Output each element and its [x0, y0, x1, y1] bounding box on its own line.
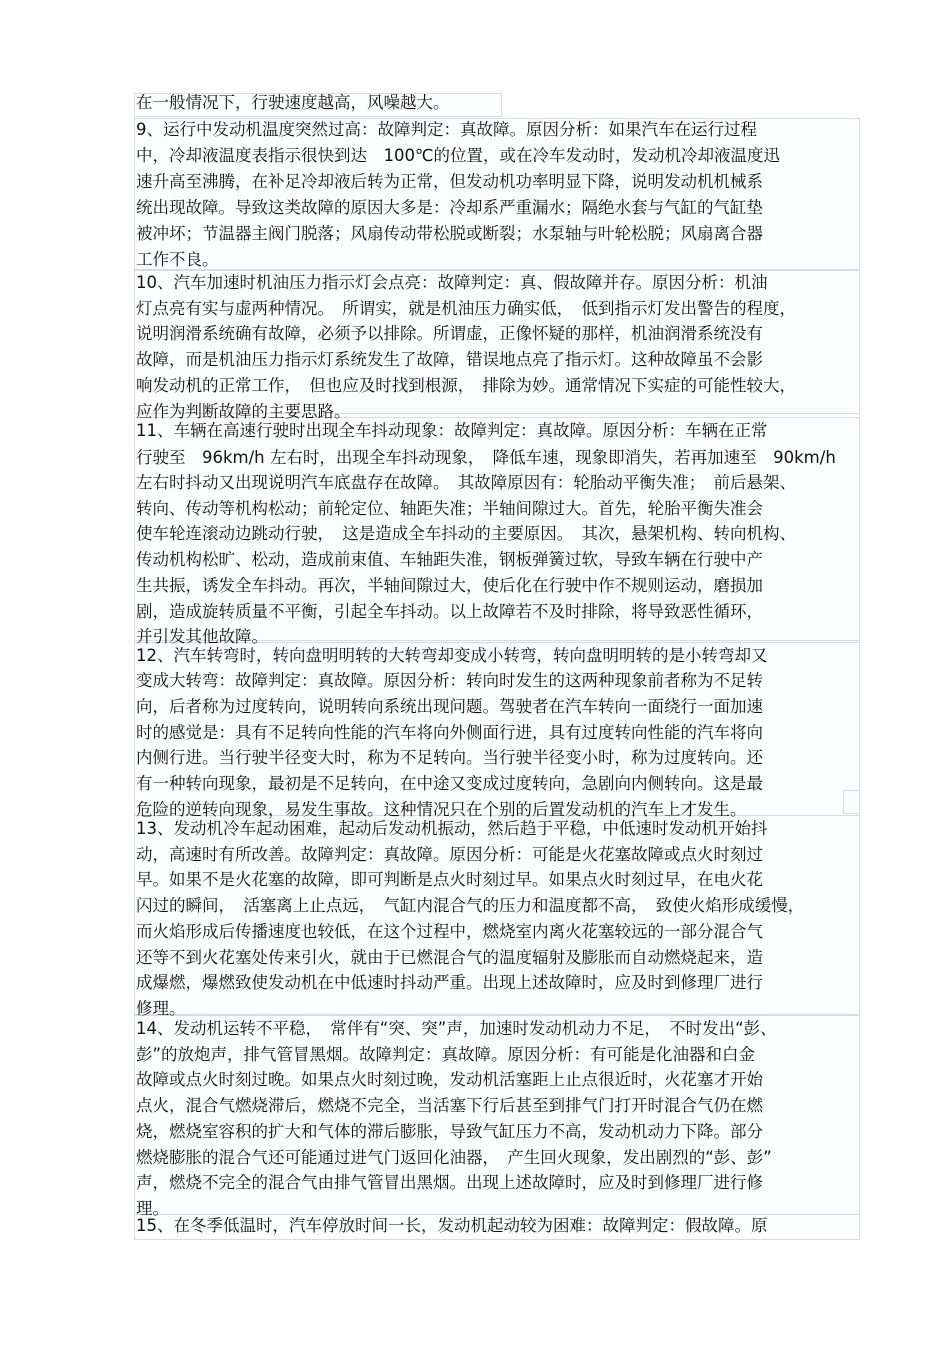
text-line: 向，后者称为过度转向，说明转向系统出现问题。驾驶者在汽车转向一面绕行一面加速: [136, 697, 763, 716]
text-line: 烧，燃烧室容积的扩大和气体的滞后膨胀，导致气缸压力不高，发动机动力下降。部分: [136, 1122, 763, 1141]
text-line: 内侧行进。当行驶半径变大时，称为不足转向。当行驶半径变小时，称为过度转向。还: [136, 748, 763, 767]
text-line: 并引发其他故障。: [136, 627, 268, 646]
text-line: 闪过的瞬间， 活塞离上止点远， 气缸内混合气的压力和温度都不高， 致使火焰形成缓慢，: [136, 896, 805, 915]
text-line: 中，冷却液温度表指示很快到达 100℃的位置，或在冷车发动时，发动机冷却液温度迅: [136, 146, 781, 165]
text-line: 工作不良。: [136, 250, 219, 269]
text-line: 故障，而是机油压力指示灯系统发生了故障，错误地点亮了指示灯。这种故障虽不会影: [136, 350, 763, 369]
text-line: 使车轮连滚动边跳动行驶， 这是造成全车抖动的主要原因。 其次，悬架机构、转向机构、: [136, 524, 796, 543]
text-line: 有一种转向现象，最初是不足转向，在中途又变成过度转向，急剧向内侧转向。这是最: [136, 774, 763, 793]
text-line: 剧，造成旋转质量不平衡，引起全车抖动。以上故障若不及时排除，将导致恶性循环，: [136, 602, 763, 621]
paragraph-frame: [843, 790, 860, 814]
text-line: 传动机构松旷、松动，造成前束值、车轴距失准，钢板弹簧过软，导致车辆在行驶中产: [136, 550, 763, 569]
text-line: 生共振，诱发全车抖动。再次，半轴间隙过大，使后化在行驶中作不规则运动，磨损加: [136, 576, 763, 595]
text-line: 15、在冬季低温时，汽车停放时间一长，发动机起动较为困难：故障判定：假故障。原: [136, 1216, 768, 1235]
text-line: 点火，混合气燃烧滞后，燃烧不完全，当活塞下行后甚至到排气门打开时混合气仍在燃: [136, 1096, 763, 1115]
text-line: 声，燃烧不完全的混合气由排气管冒出黑烟。出现上述故障时，应及时到修理厂进行修: [136, 1173, 763, 1192]
text-line: 危险的逆转向现象，易发生事故。这种情况只在个别的后置发动机的汽车上才发生。: [136, 800, 747, 819]
text-line: 转向、传动等机构松动；前轮定位、轴距失准；半轴间隙过大。首先，轮胎平衡失准会: [136, 499, 763, 518]
text-line: 11、车辆在高速行驶时出现全车抖动现象：故障判定：真故障。原因分析：车辆在正常: [136, 421, 768, 440]
text-line: 还等不到火花塞处传来引火，就由于已燃混合气的温度辐射及膨胀而自动燃烧起来，造: [136, 948, 763, 967]
text-line: 14、发动机运转不平稳， 常伴有“突、突”声，加速时发动机动力不足， 不时发出“彭、: [136, 1019, 777, 1038]
text-line: 而火焰形成后传播速度也较低，在这个过程中，燃烧室内离火花塞较远的一部分混合气: [136, 922, 763, 941]
text-line: 应作为判断故障的主要思路。: [136, 402, 351, 421]
text-line: 9、运行中发动机温度突然过高：故障判定：真故障。原因分析：如果汽车在运行过程: [136, 120, 757, 139]
text-line: 变成大转弯：故障判定：真故障。原因分析：转向时发生的这两种现象前者称为不足转: [136, 671, 763, 690]
text-line: 行驶至 96km/h 左右时，出现全车抖动现象， 降低车速，现象即消失，若再加速至 90km/h: [136, 448, 836, 467]
text-line: 速升高至沸腾，在补足冷却液后转为正常，但发动机功率明显下降，说明发动机机械系: [136, 172, 763, 191]
text-line: 早。如果不是火花塞的故障，即可判断是点火时刻过早。如果点火时刻过早，在电火花: [136, 870, 763, 889]
text-line: 被冲坏；节温器主阀门脱落；风扇传动带松脱或断裂；水泵轴与叶轮松脱；风扇离合器: [136, 224, 763, 243]
text-line: 成爆燃，爆燃致使发动机在中低速时抖动严重。出现上述故障时，应及时到修理厂进行: [136, 973, 763, 992]
text-line: 在一般情况下，行驶速度越高，风噪越大。: [136, 93, 450, 112]
text-line: 统出现故障。导致这类故障的原因大多是：冷却系严重漏水；隔绝水套与气缸的气缸垫: [136, 198, 763, 217]
text-line: 动，高速时有所改善。故障判定：真故障。原因分析：可能是火花塞故障或点火时刻过: [136, 845, 763, 864]
text-line: 故障或点火时刻过晚。如果点火时刻过晚，发动机活塞距上止点很近时，火花塞才开始: [136, 1070, 763, 1089]
text-line: 左右时抖动又出现说明汽车底盘存在故障。 其故障原因有：轮胎动平衡失准； 前后悬架、: [136, 473, 796, 492]
text-line: 说明润滑系统确有故障，必须予以排除。所谓虚，正像怀疑的那样，机油润滑系统没有: [136, 324, 763, 343]
text-line: 时的感觉是：具有不足转向性能的汽车将向外侧面行进，具有过度转向性能的汽车将向: [136, 723, 763, 742]
text-line: 响发动机的正常工作， 但也应及时找到根源， 排除为妙。通常情况下实症的可能性较大，: [136, 376, 796, 395]
text-line: 理。: [136, 1199, 169, 1218]
text-line: 修理。: [136, 999, 186, 1018]
text-line: 12、汽车转弯时，转向盘明明转的大转弯却变成小转弯，转向盘明明转的是小转弯却又: [136, 646, 768, 665]
text-line: 燃烧膨胀的混合气还可能通过进气门返回化油器， 产生回火现象，发出剧烈的“彭、彭”: [136, 1148, 772, 1167]
text-line: 13、发动机冷车起动困难，起动后发动机振动，然后趋于平稳，中低速时发动机开始抖: [136, 819, 768, 838]
text-line: 10、汽车加速时机油压力指示灯会点亮：故障判定：真、假故障并存。原因分析：机油: [136, 273, 768, 292]
text-line: 彭”的放炮声，排气管冒黑烟。故障判定：真故障。原因分析：有可能是化油器和白金: [136, 1045, 756, 1064]
text-line: 灯点亮有实与虚两种情况。 所谓实，就是机油压力确实低， 低到指示灯发出警告的程度，: [136, 299, 796, 318]
